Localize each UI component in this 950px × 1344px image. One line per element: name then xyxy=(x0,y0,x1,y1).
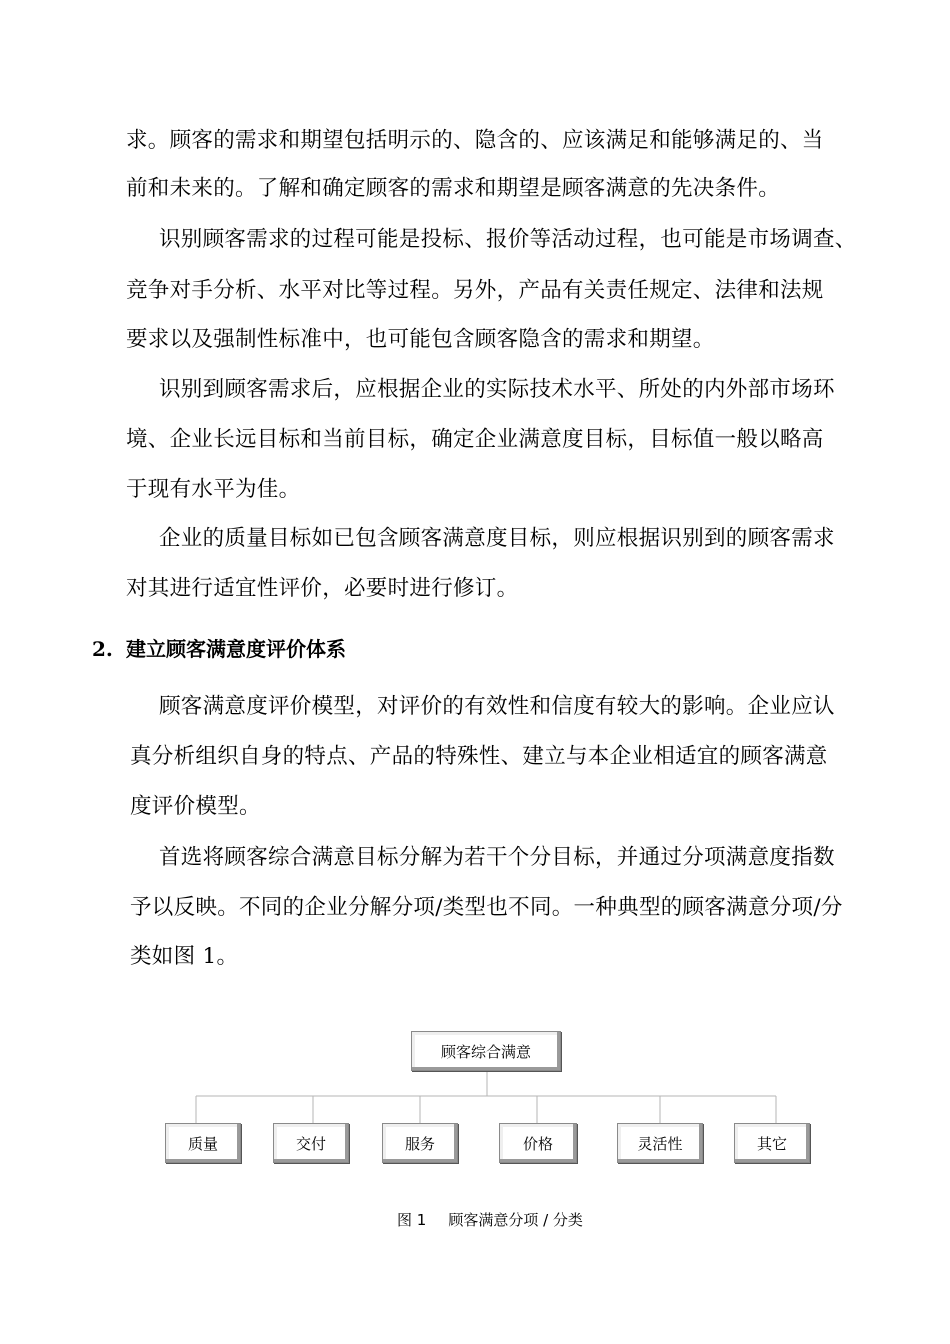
child-node-label: 交付 xyxy=(295,1134,326,1153)
paragraph-line: 识别顾客需求的过程可能是投标、报价等活动过程，也可能是市场调查、 xyxy=(159,227,857,252)
child-node-service xyxy=(382,1123,458,1163)
section-number: 2. xyxy=(92,637,113,661)
paragraph-line: 予以反映。不同的企业分解分项/类型也不同。一种典型的顾客满意分项/分 xyxy=(130,895,843,920)
paragraph-line: 顾客满意度评价模型，对评价的有效性和信度有较大的影响。企业应认 xyxy=(159,694,835,719)
paragraph-line: 度评价模型。 xyxy=(130,794,261,819)
root-node-label: 顾客综合满意 xyxy=(440,1042,531,1061)
paragraph-line: 企业的质量目标如已包含顾客满意度目标，则应根据识别到的顾客需求 xyxy=(159,526,835,551)
paragraph-line: 于现有水平为佳。 xyxy=(126,477,301,502)
paragraph-line: 识别到顾客需求后，应根据企业的实际技术水平、所处的内外部市场环 xyxy=(159,377,835,402)
figure-caption xyxy=(397,1209,583,1230)
child-node-flexibility xyxy=(617,1123,703,1163)
child-node-delivery xyxy=(273,1123,349,1163)
paragraph-line: 类如图 1。 xyxy=(130,944,239,969)
figure-label: 图 1 xyxy=(397,1211,427,1229)
child-node-label: 灵活性 xyxy=(637,1134,683,1153)
figure-title: 顾客满意分项 / 分类 xyxy=(448,1211,583,1229)
paragraph-line: 竞争对手分析、水平对比等过程。另外，产品有关责任规定、法律和法规 xyxy=(126,278,824,303)
paragraph-line: 要求以及强制性标准中，也可能包含顾客隐含的需求和期望。 xyxy=(126,327,715,352)
child-node-label: 服务 xyxy=(404,1134,435,1153)
section-heading xyxy=(92,634,346,664)
root-node xyxy=(411,1031,561,1071)
child-node-price xyxy=(499,1123,577,1163)
child-node-label: 质量 xyxy=(187,1134,218,1153)
child-node-other xyxy=(734,1123,810,1163)
paragraph-line: 对其进行适宜性评价，必要时进行修订。 xyxy=(126,576,519,601)
child-node-label: 价格 xyxy=(522,1134,553,1153)
paragraph-line: 求。顾客的需求和期望包括明示的、隐含的、应该满足和能够满足的、当 xyxy=(126,128,824,153)
child-node-label: 其它 xyxy=(756,1134,787,1153)
paragraph-line: 境、企业长远目标和当前目标，确定企业满意度目标，目标值一般以略高 xyxy=(126,427,824,452)
child-node-quality xyxy=(165,1123,241,1163)
paragraph-line: 前和未来的。了解和确定顾客的需求和期望是顾客满意的先决条件。 xyxy=(126,176,781,201)
paragraph-line: 首选将顾客综合满意目标分解为若干个分目标，并通过分项满意度指数 xyxy=(159,845,835,870)
section-title: 建立顾客满意度评价体系 xyxy=(126,637,346,661)
paragraph-line: 真分析组织自身的特点、产品的特殊性、建立与本企业相适宜的顾客满意 xyxy=(130,744,828,769)
